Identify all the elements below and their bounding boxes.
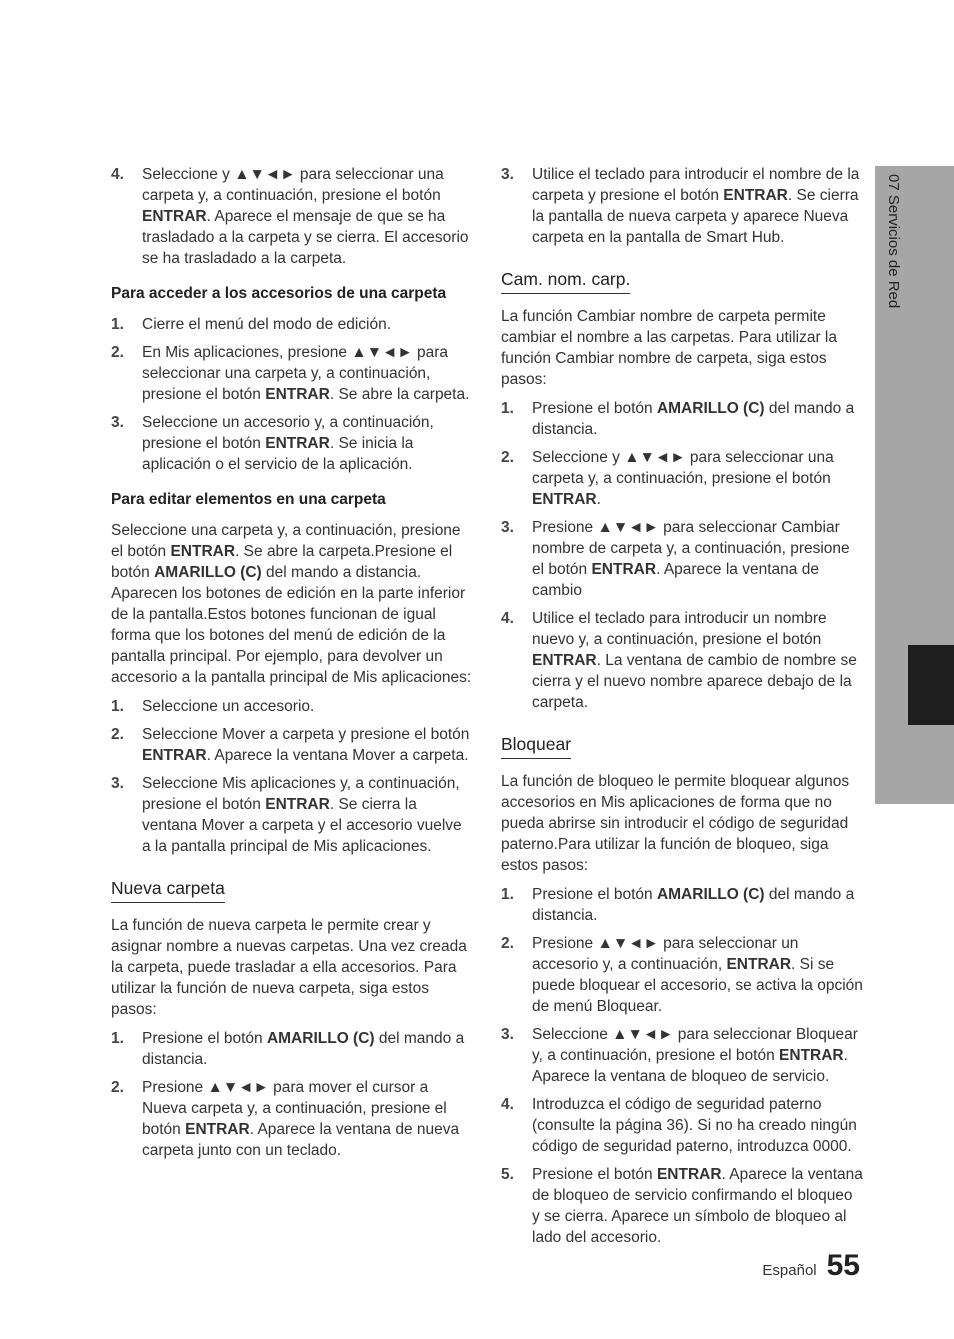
step-number: 2. — [501, 935, 514, 952]
step-number: 3. — [501, 166, 514, 183]
step-text: Introduzca el código de seguridad paterno (consulte la página 36). Si no ha creado ningún código de seguridad paterno, introduzca 0000. — [532, 1096, 857, 1155]
step-number: 5. — [501, 1166, 514, 1183]
edit-steps — [111, 696, 473, 857]
step-number: 1. — [111, 1030, 124, 1047]
list-item — [111, 696, 473, 717]
step-text: Cierre el menú del modo de edición. — [142, 316, 391, 333]
step-text: Seleccione un accesorio y, a continuación, presione el botón ENTRAR. Se inicia la aplicación o el servicio de la aplicación. — [142, 414, 434, 473]
step-text: Presione ▲▼◄► para mover el cursor a Nueva carpeta y, a continuación, presione el botón ENTRAR. Aparece la ventana de nueva carpeta junto con un teclado. — [142, 1079, 460, 1159]
step-number: 2. — [111, 1079, 124, 1096]
list-item — [111, 412, 473, 475]
list-item — [501, 1094, 863, 1157]
list-item — [111, 314, 473, 335]
step-number: 1. — [501, 886, 514, 903]
heading-cam-nom-carp: Cam. nom. carp. — [501, 269, 630, 294]
list-item — [111, 1077, 473, 1161]
step-number: 3. — [111, 414, 124, 431]
list-item — [501, 608, 863, 713]
step-number: 2. — [501, 449, 514, 466]
chapter-tab-marker — [908, 645, 954, 725]
right-column — [501, 164, 863, 1255]
subheading-access: Para acceder a los accesorios de una carpeta — [111, 285, 447, 302]
step-number: 3. — [501, 1026, 514, 1043]
step-number: 4. — [501, 610, 514, 627]
page-number: 55 — [826, 1249, 860, 1282]
new-folder-paragraph: La función de nueva carpeta le permite crear y asignar nombre a nuevas carpetas. Una vez creada la carpeta, puede trasladar a ella accesorios. Para utilizar la función de nueva carpeta, siga estos pasos: — [111, 917, 467, 1018]
list-item — [111, 164, 473, 269]
step-number: 3. — [111, 775, 124, 792]
step-number: 2. — [111, 344, 124, 361]
chapter-label: 07 Servicios de Red — [885, 174, 902, 309]
list-item — [501, 517, 863, 601]
step-text: En Mis aplicaciones, presione ▲▼◄► para seleccionar una carpeta y, a continuación, presione el botón ENTRAR. Se abre la carpeta. — [142, 344, 470, 403]
step-text: Presione el botón AMARILLO (C) del mando a distancia. — [532, 886, 855, 924]
list-item — [501, 447, 863, 510]
access-steps — [111, 314, 473, 475]
lock-paragraph: La función de bloqueo le permite bloquear algunos accesorios en Mis aplicaciones de forma que no pueda abrirse sin introducir el código de seguridad paterno.Para utilizar la función de bloqueo, siga estos pasos: — [501, 773, 850, 874]
step-number: 1. — [501, 400, 514, 417]
rename-paragraph: La función Cambiar nombre de carpeta permite cambiar el nombre a las carpetas. Para utilizar la función Cambiar nombre de carpeta, siga estos pasos: — [501, 308, 837, 388]
list-item — [501, 1164, 863, 1248]
list-item — [111, 342, 473, 405]
step-number: 3. — [501, 519, 514, 536]
rename-steps — [501, 398, 863, 713]
list-item — [111, 724, 473, 766]
step-number: 1. — [111, 698, 124, 715]
list-item — [501, 933, 863, 1017]
step-text: Presione el botón ENTRAR. Aparece la ventana de bloqueo de servicio confirmando el bloqueo y se cierra. Aparece un símbolo de bloqueo al lado del accesorio. — [532, 1166, 863, 1246]
new-folder-steps — [111, 1028, 473, 1161]
step-text: Presione el botón AMARILLO (C) del mando a distancia. — [532, 400, 855, 438]
edit-paragraph: Seleccione una carpeta y, a continuación, presione el botón ENTRAR. Se abre la carpeta.Presione el botón AMARILLO (C) del mando a distancia. Aparecen los botones de edición en la parte inferior de la pantalla.Estos botones funcionan de igual forma que los botones del menú de edición de la pantalla principal. Por ejemplo, para devolver un accesorio a la pantalla principal de Mis aplicaciones: — [111, 522, 472, 686]
heading-nueva-carpeta: Nueva carpeta — [111, 878, 225, 903]
step-number: 4. — [111, 166, 124, 183]
step-text: Seleccione Mover a carpeta y presione el botón ENTRAR. Aparece la ventana Mover a carpeta. — [142, 726, 470, 764]
page-footer — [762, 1248, 860, 1284]
list-item — [111, 1028, 473, 1070]
step-text: Presione ▲▼◄► para seleccionar un accesorio y, a continuación, ENTRAR. Si se puede bloquear el accesorio, se activa la opción de menú Bloquear. — [532, 935, 863, 1015]
step-text: Seleccione un accesorio. — [142, 698, 315, 715]
list-item — [501, 1024, 863, 1087]
left-column — [111, 164, 473, 1168]
footer-language: Español — [762, 1262, 817, 1279]
step-number: 1. — [111, 316, 124, 333]
heading-bloquear: Bloquear — [501, 734, 571, 759]
step-text: Presione el botón AMARILLO (C) del mando a distancia. — [142, 1030, 465, 1068]
step-text: Seleccione y ▲▼◄► para seleccionar una carpeta y, a continuación, presione el botón ENTRAR. — [532, 449, 834, 508]
step-text: Utilice el teclado para introducir un nombre nuevo y, a continuación, presione el botón ENTRAR. La ventana de cambio de nombre se cierra y el nuevo nombre aparece debajo de la carpeta. — [532, 610, 857, 711]
list-item — [501, 884, 863, 926]
step-text: Seleccione ▲▼◄► para seleccionar Bloquear y, a continuación, presione el botón ENTRAR. Aparece la ventana de bloqueo de servicio. — [532, 1026, 858, 1085]
step-text: Seleccione Mis aplicaciones y, a continuación, presione el botón ENTRAR. Se cierra la ventana Mover a carpeta y el accesorio vuelve a la pantalla principal de Mis aplicaciones. — [142, 775, 462, 855]
list-item — [111, 773, 473, 857]
step-text: Seleccione y ▲▼◄► para seleccionar una carpeta y, a continuación, presione el botón ENTRAR. Aparece el mensaje de que se ha trasladado a la carpeta y se cierra. El accesorio se ha trasladado a la carpeta. — [142, 166, 469, 267]
step-text: Utilice el teclado para introducir el nombre de la carpeta y presione el botón ENTRAR. Se cierra la pantalla de nueva carpeta y aparece Nueva carpeta en la pantalla de Smart Hub. — [532, 166, 860, 246]
subheading-edit: Para editar elementos en una carpeta — [111, 491, 386, 508]
step-number: 4. — [501, 1096, 514, 1113]
lock-steps — [501, 884, 863, 1248]
list-item — [501, 164, 863, 248]
list-item — [501, 398, 863, 440]
step-text: Presione ▲▼◄► para seleccionar Cambiar nombre de carpeta y, a continuación, presione el botón ENTRAR. Aparece la ventana de cambio — [532, 519, 850, 599]
step-number: 2. — [111, 726, 124, 743]
